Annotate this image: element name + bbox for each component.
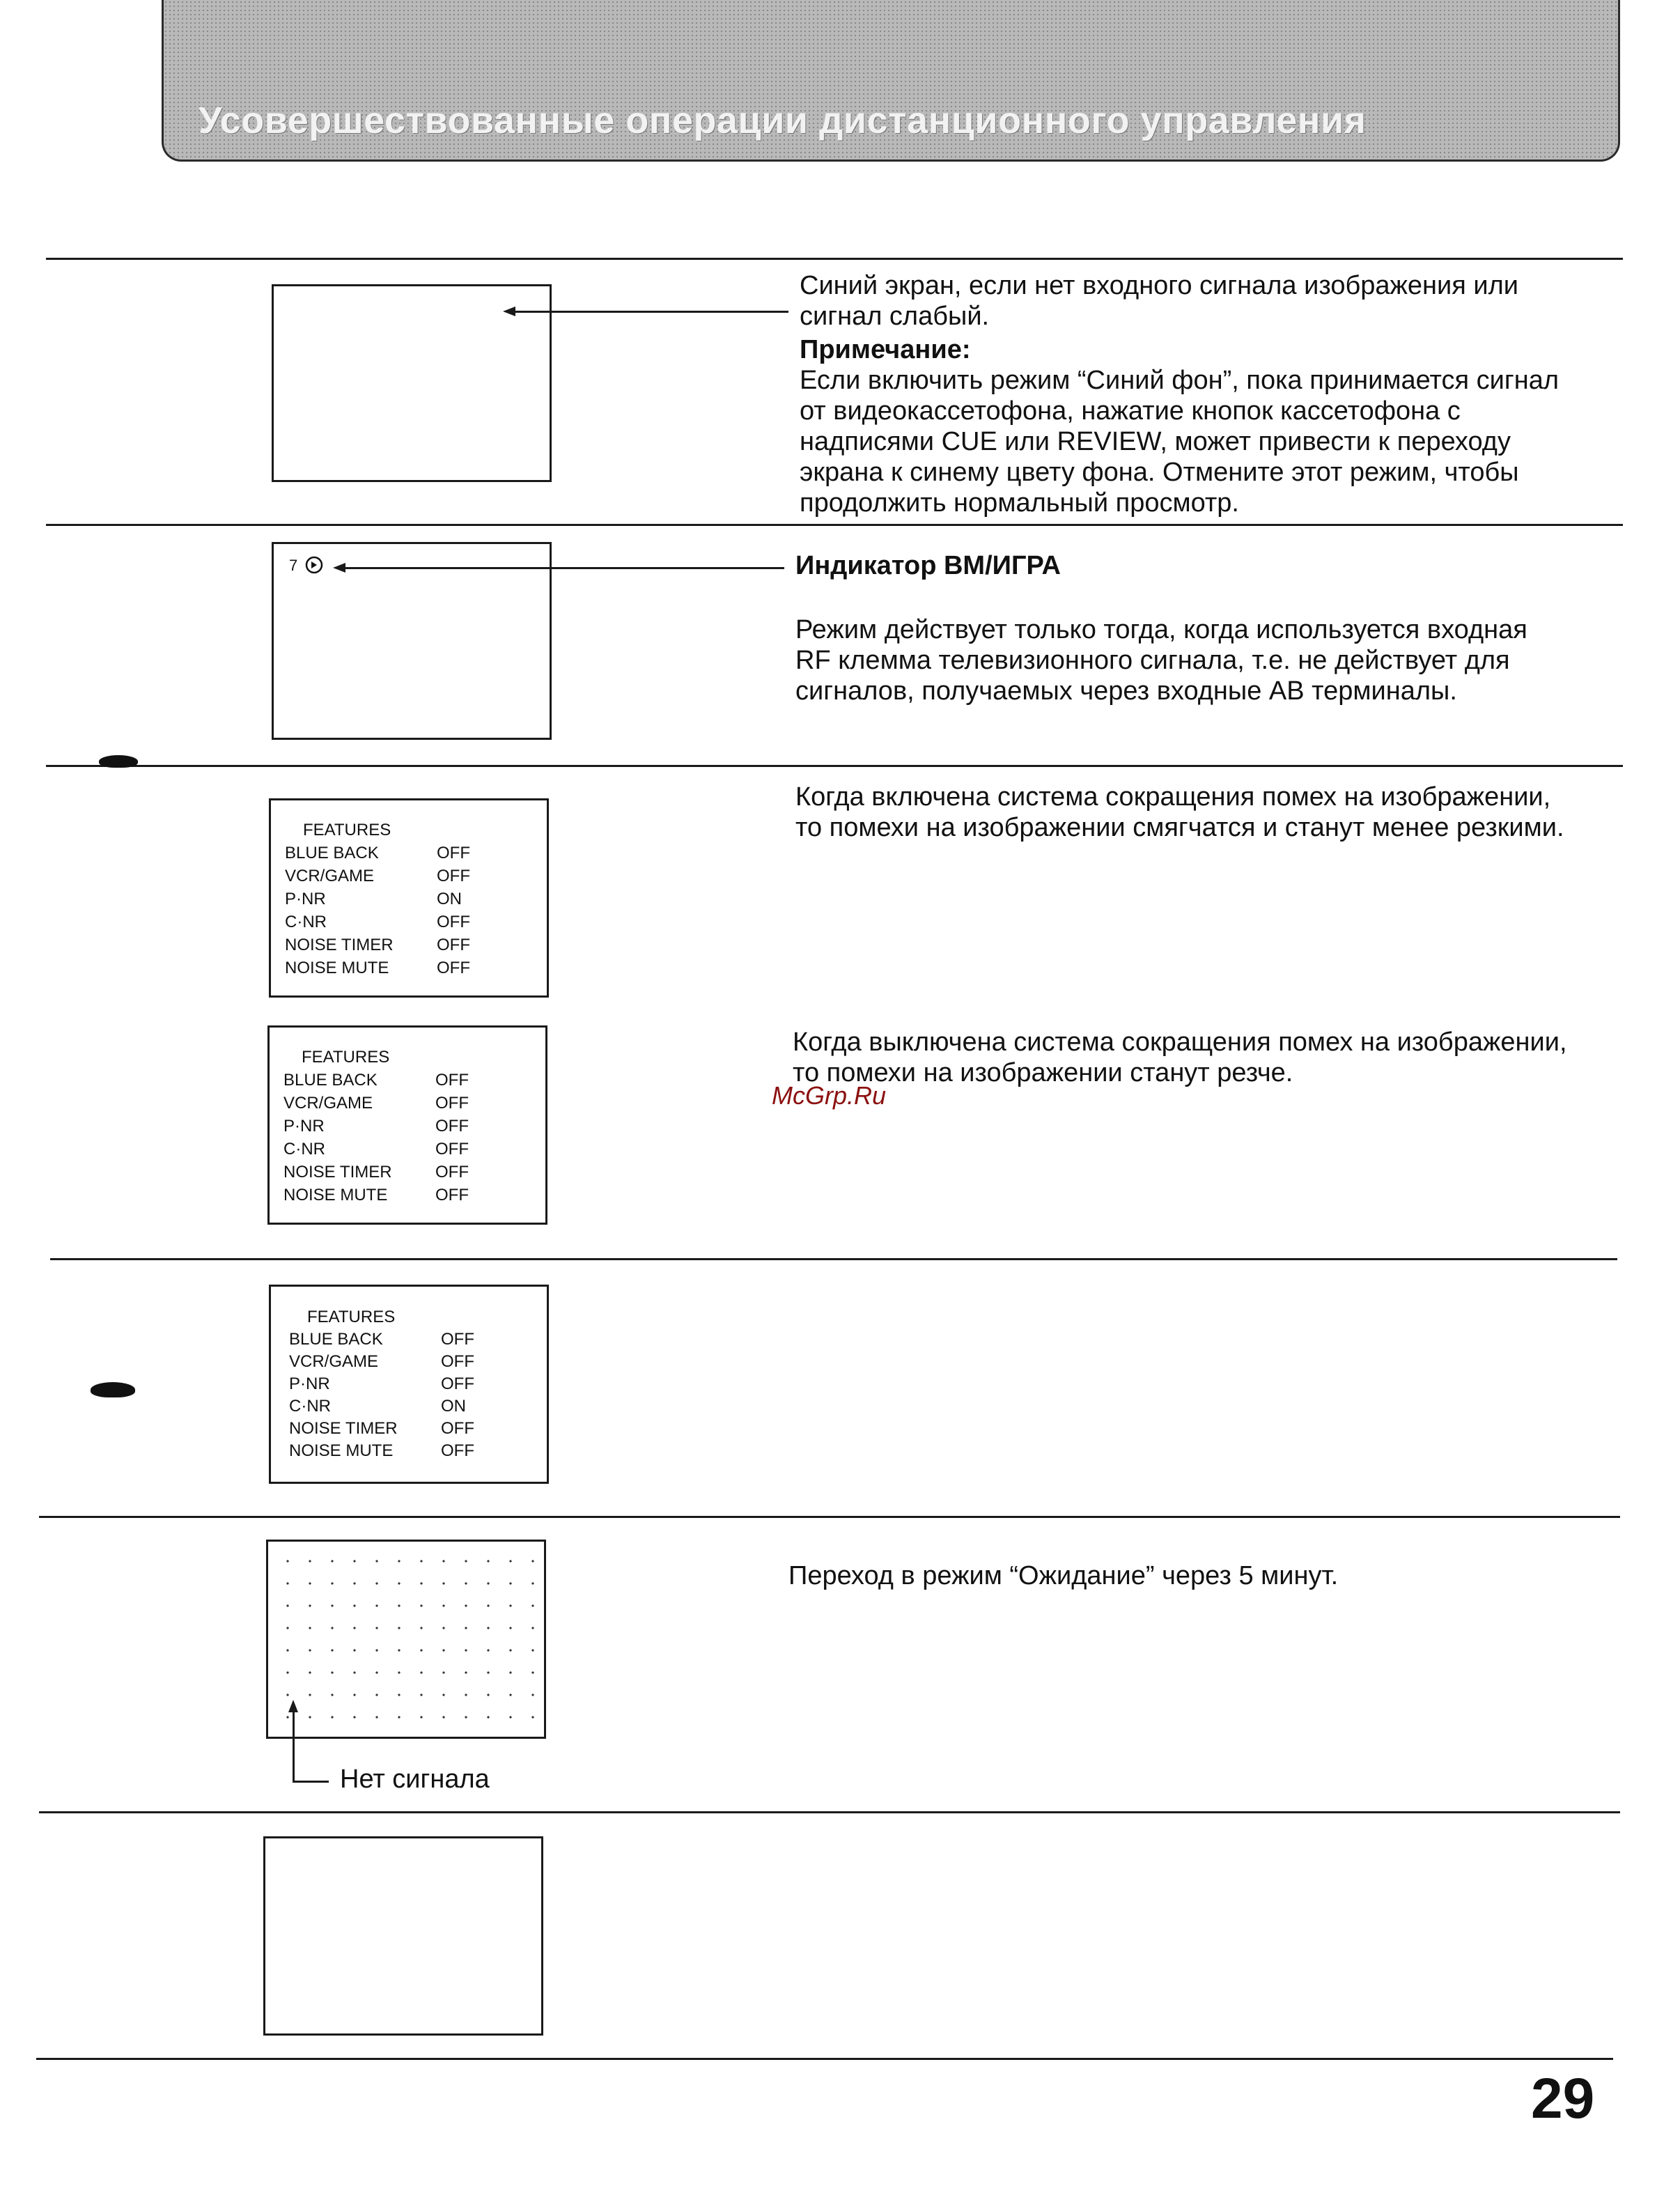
menu-label: P·NR <box>289 1374 330 1393</box>
pointer-line <box>515 311 788 313</box>
features-menu-pnr-off <box>267 1025 547 1225</box>
pointer-line <box>293 1781 329 1783</box>
text-line: сигнал слабый. <box>800 302 990 331</box>
menu-title: FEATURES <box>303 821 391 839</box>
features-menu <box>285 819 470 979</box>
menu-value: OFF <box>435 1071 469 1090</box>
text-line: надписями CUE или REVIEW, может привести к переходу <box>800 427 1511 456</box>
menu-title: FEATURES <box>302 1048 390 1067</box>
menu-row <box>283 1069 469 1092</box>
menu-label: NOISE TIMER <box>289 1419 398 1438</box>
menu-label: BLUE BACK <box>289 1330 383 1349</box>
menu-label: C·NR <box>285 913 327 931</box>
menu-label: P·NR <box>283 1117 325 1136</box>
menu-value: OFF <box>437 936 470 954</box>
page-title: Усовершествованные операции дистанционного управления <box>199 100 1367 141</box>
vcr-game-description <box>795 550 1624 706</box>
menu-row <box>285 865 470 888</box>
vcr-game-icon <box>304 555 324 575</box>
menu-title: FEATURES <box>307 1308 396 1326</box>
text-line: продолжить нормальный просмотр. <box>800 488 1239 518</box>
menu-row <box>283 1138 469 1161</box>
section-heading: Индикатор ВМ/ИГРА <box>795 551 1061 580</box>
divider <box>46 765 1623 767</box>
menu-value: OFF <box>441 1441 474 1460</box>
text-line: то помехи на изображении станут резче. <box>793 1058 1293 1087</box>
no-signal-caption: Нет сигнала <box>340 1765 490 1794</box>
menu-row <box>285 933 470 956</box>
menu-label: VCR/GAME <box>283 1094 373 1113</box>
text-line: Когда включена система сокращения помех на изображении, <box>795 782 1551 812</box>
noise-timer-description <box>788 1560 1617 1591</box>
menu-label: VCR/GAME <box>289 1352 379 1371</box>
menu-value: ON <box>437 890 462 908</box>
tv-screen-empty <box>263 1836 543 2036</box>
divider <box>46 524 1623 526</box>
menu-value: OFF <box>435 1140 469 1159</box>
divider <box>50 1258 1617 1260</box>
text-line: Переход в режим “Ожидание” через 5 минут. <box>788 1561 1339 1590</box>
menu-row <box>283 1115 469 1138</box>
osd-channel-number: 7 <box>289 557 298 574</box>
divider <box>39 1811 1620 1813</box>
menu-label: C·NR <box>283 1140 325 1159</box>
menu-row <box>289 1440 474 1462</box>
watermark: McGrp.Ru <box>772 1081 887 1110</box>
menu-value: OFF <box>441 1330 474 1349</box>
features-menu-cnr-on <box>269 1285 549 1484</box>
menu-value: OFF <box>435 1117 469 1136</box>
divider <box>36 2058 1613 2060</box>
note-title: Примечание: <box>800 335 971 364</box>
menu-value: OFF <box>441 1419 474 1438</box>
features-menu <box>289 1306 474 1462</box>
menu-value: OFF <box>441 1374 474 1393</box>
menu-row <box>283 1092 469 1115</box>
text-line: RF клемма телевизионного сигнала, т.е. не действует для <box>795 646 1510 675</box>
menu-label: BLUE BACK <box>285 844 379 862</box>
arrow-left-icon <box>333 563 345 573</box>
text-line: то помехи на изображении смягчатся и станут менее резкими. <box>795 813 1564 842</box>
menu-value: OFF <box>437 844 470 862</box>
menu-label: NOISE MUTE <box>285 959 389 977</box>
binder-mark <box>91 1382 135 1397</box>
menu-value: OFF <box>435 1163 469 1181</box>
menu-value: OFF <box>441 1352 474 1371</box>
menu-row <box>289 1328 474 1351</box>
pointer-line <box>293 1711 295 1782</box>
divider <box>46 258 1623 260</box>
blue-back-description <box>800 270 1621 518</box>
text-line: Синий экран, если нет входного сигнала изображения или <box>800 271 1519 300</box>
menu-row <box>289 1351 474 1373</box>
menu-value: OFF <box>437 959 470 977</box>
text-line: экрана к синему цвету фона. Отмените этот режим, чтобы <box>800 458 1519 487</box>
menu-value: OFF <box>435 1094 469 1113</box>
binder-mark <box>99 755 138 768</box>
text-line: от видеокассетофона, нажатие кнопок кассетофона с <box>800 396 1461 426</box>
menu-row <box>285 956 470 979</box>
menu-row <box>289 1418 474 1440</box>
text-line: Если включить режим “Синий фон”, пока принимается сигнал <box>800 366 1560 395</box>
pnr-on-description <box>795 782 1624 843</box>
tv-screen-no-signal <box>266 1540 546 1739</box>
menu-label: BLUE BACK <box>283 1071 378 1090</box>
menu-label: NOISE TIMER <box>285 936 394 954</box>
pnr-off-description <box>793 1027 1621 1088</box>
features-menu-pnr-on <box>269 798 549 998</box>
menu-row <box>285 910 470 933</box>
menu-value: OFF <box>437 867 470 885</box>
text-line: сигналов, получаемых через входные АВ терминалы. <box>795 676 1457 706</box>
menu-value: OFF <box>437 913 470 931</box>
features-menu <box>283 1046 469 1207</box>
text-line: Когда выключена система сокращения помех на изображении, <box>793 1028 1567 1057</box>
menu-label: VCR/GAME <box>285 867 375 885</box>
divider <box>39 1516 1620 1518</box>
menu-row <box>289 1373 474 1395</box>
page-number: 29 <box>1531 2067 1595 2130</box>
menu-label: NOISE MUTE <box>289 1441 394 1460</box>
menu-value: ON <box>441 1397 466 1416</box>
menu-label: NOISE TIMER <box>283 1163 392 1181</box>
menu-row <box>283 1161 469 1184</box>
section-header-banner <box>162 0 1620 162</box>
tv-screen-vcr-game <box>272 542 552 740</box>
menu-label: NOISE MUTE <box>283 1186 388 1204</box>
menu-row <box>285 888 470 910</box>
menu-row <box>289 1395 474 1418</box>
pointer-line <box>345 567 784 569</box>
menu-value: OFF <box>435 1186 469 1204</box>
menu-row <box>285 842 470 865</box>
menu-label: C·NR <box>289 1397 331 1416</box>
menu-row <box>283 1184 469 1207</box>
menu-label: P·NR <box>285 890 326 908</box>
arrow-left-icon <box>503 307 515 316</box>
text-line: Режим действует только тогда, когда используется входная <box>795 615 1527 644</box>
